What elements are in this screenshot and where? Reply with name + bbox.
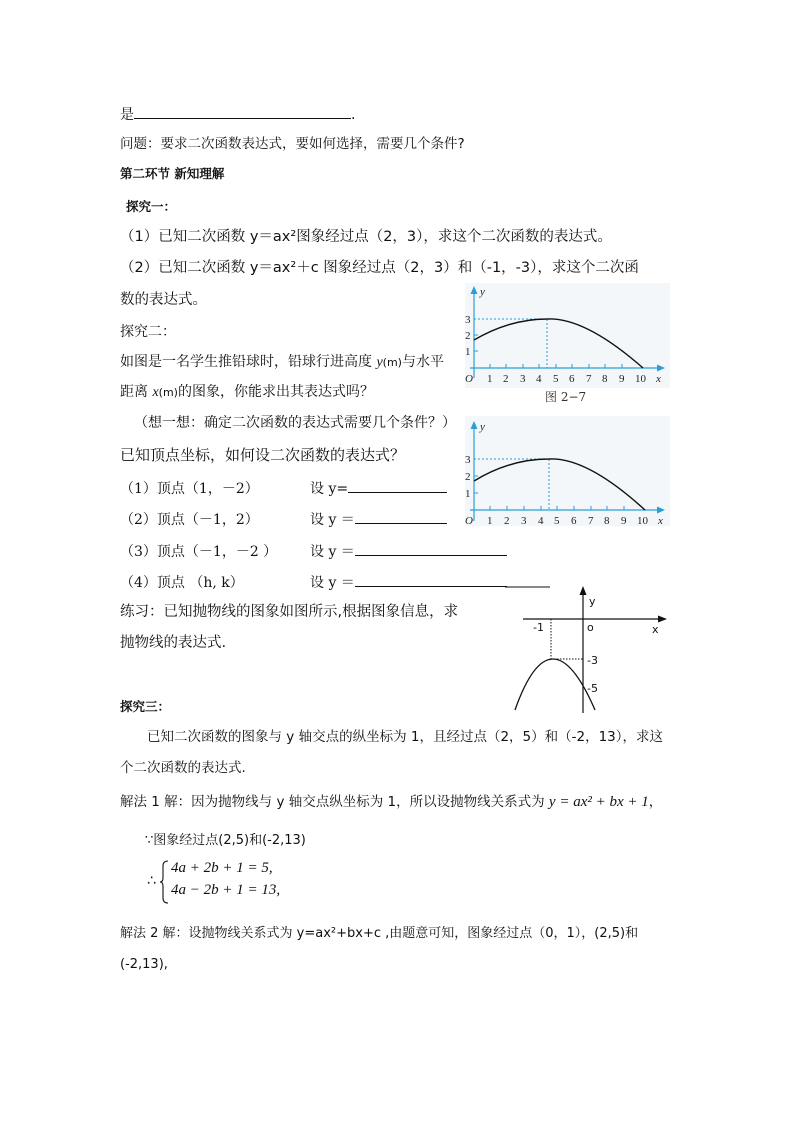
solution2-line2: (-2,13), [120,957,168,972]
explore1-item2-line2: 数的表达式。 [120,292,207,308]
svg-text:10: 10 [635,373,646,385]
svg-text:-5: -5 [587,682,598,695]
svg-text:3: 3 [465,454,471,466]
section-title: 第二环节 新知理解 [120,166,225,181]
svg-text:O: O [465,373,473,385]
explore3-title: 探究三： [120,699,171,714]
solution2-line1: 解法 2 解：设抛物线关系式为 y=ax²+bx+c ,由题意可知，图象经过点（0，1），(2,5)和 [120,926,639,941]
vertex-item-4: （4）顶点 （h, k） 设 y ＝ [120,572,507,592]
svg-text:1: 1 [465,488,471,500]
svg-text:2: 2 [504,515,510,526]
left-brace-icon [160,860,170,904]
svg-text:1: 1 [487,515,493,526]
svg-text:4: 4 [538,515,544,526]
svg-text:7: 7 [586,373,592,385]
explore2-desc-line2: 距离 x(m)的图象，你能求出其表达式吗？ [120,384,374,400]
svg-text:2: 2 [465,471,471,483]
answer-blank[interactable] [134,104,351,119]
svg-text:1: 1 [465,346,471,358]
fill-prefix: 是 [120,107,134,123]
fill-in-line [120,104,355,124]
vertex-question: 已知顶点坐标，如何设二次函数的表达式？ [120,446,406,464]
svg-text:4: 4 [536,373,542,385]
svg-text:7: 7 [588,515,594,526]
question-text: 问题：要求二次函数表达式，要如何选择，需要几个条件? [120,136,465,152]
svg-text:9: 9 [621,515,627,526]
therefore-symbol: ∴ [147,873,156,889]
practice-parabola-graph [505,583,675,713]
svg-text:3: 3 [521,515,527,526]
vertex-item-2: （2）顶点（－1，2） 设 y ＝ [120,509,447,529]
vertex-item-3: （3）顶点（－1，－2 ） 设 y ＝ [120,541,507,561]
answer-blank-4[interactable] [355,572,507,587]
svg-text:8: 8 [602,373,608,385]
svg-text:2: 2 [503,373,509,385]
svg-text:-3: -3 [587,654,598,667]
think-hint: （想一想：确定二次函数的表达式需要几个条件？） [134,415,456,431]
explore2-title: 探究二： [120,324,176,340]
svg-text:y: y [480,286,485,298]
fill-suffix: . [351,107,356,123]
explore3-problem-line1: 已知二次函数的图象与 y 轴交点的纵坐标为 1，且经过点（2，5）和（-2，13），求这 [147,729,664,745]
equation-1: 4a + 2b + 1 = 5, [171,860,273,876]
svg-text:6: 6 [569,373,575,385]
explore1-item2-line1: （2）已知二次函数 y＝ax²＋c 图象经过点（2，3）和（-1，-3），求这个二次函 [120,260,639,276]
svg-text:x: x [656,373,661,385]
explore2-desc-line1: 如图是一名学生推铅球时，铅球行进高度 y(m)与水平 [120,354,444,370]
svg-text:8: 8 [604,515,610,526]
svg-text:6: 6 [571,515,577,526]
svg-text:y: y [480,421,485,433]
parabola-chart-2 [465,416,670,526]
parabola-chart [465,283,670,388]
svg-text:O: O [465,515,473,526]
answer-blank-3[interactable] [355,541,507,556]
shot-put-graph-1 [465,283,670,388]
svg-text:-1: -1 [533,621,544,634]
explore3-problem-line2: 个二次函数的表达式. [120,760,246,776]
svg-text:5: 5 [553,373,559,385]
svg-text:y: y [589,595,596,608]
shot-put-graph-2 [465,416,670,526]
explore1-title: 探究一： [126,199,177,214]
equation-2: 4a − 2b + 1 = 13, [171,882,281,898]
solution1-because: ∵图象经过点(2,5)和(-2,13) [145,833,306,848]
svg-text:10: 10 [637,515,648,526]
practice-line1: 练习：已知抛物线的图象如图所示,根据图象信息，求 [120,604,459,620]
solution1-intro: 解法 1 解：因为抛物线与 y 轴交点纵坐标为 1，所以设抛物线关系式为 y = ax² + bx + 1， [120,794,663,810]
solution1-formula: y = ax² + bx + 1 [548,794,649,810]
svg-text:5: 5 [554,515,560,526]
downward-parabola-chart [505,583,675,713]
svg-text:3: 3 [465,314,471,326]
figure-caption: 图 2−7 [545,390,587,404]
answer-blank-1[interactable] [348,478,447,493]
svg-text:9: 9 [619,373,625,385]
svg-text:x: x [652,623,659,636]
vertex-item-1: （1）顶点（1，－2） 设 y= [120,478,447,498]
practice-line2: 抛物线的表达式. [120,635,227,651]
svg-text:1: 1 [487,373,493,385]
svg-text:o: o [587,621,594,634]
explore1-item1: （1）已知二次函数 y＝ax²图象经过点（2，3），求这个二次函数的表达式。 [120,229,612,245]
svg-text:2: 2 [465,330,471,342]
svg-text:x: x [658,515,663,526]
answer-blank-2[interactable] [355,509,447,524]
svg-text:3: 3 [520,373,526,385]
